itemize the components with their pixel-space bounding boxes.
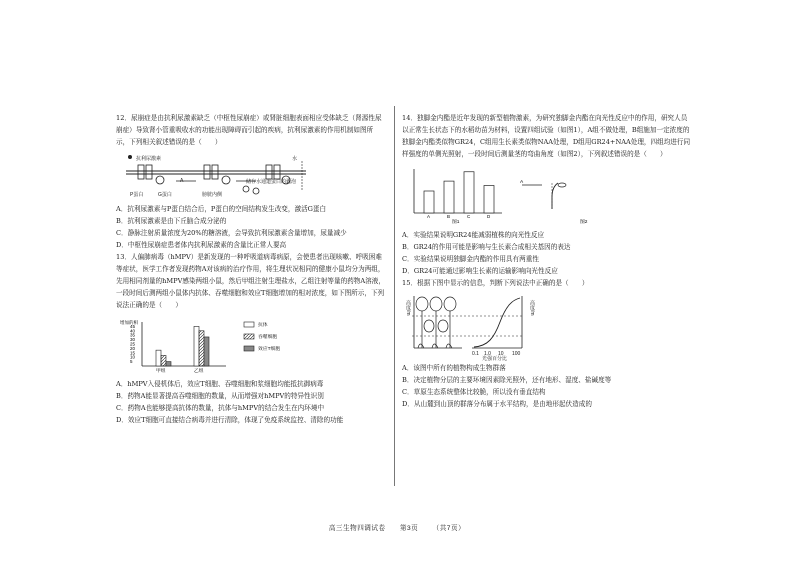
q13-bar <box>161 355 166 366</box>
q13-legend-label: 效应T细胞 <box>258 347 281 352</box>
q15-option-b: B．决定植物分层的主要环境因素除光照外，还有地形、湿度、盐碱度等 <box>402 376 612 384</box>
footer-total: （共7页） <box>432 525 466 532</box>
column-divider <box>394 106 395 486</box>
q14-angle-label: A <box>520 180 524 185</box>
q15-y-left-label: 高度/m <box>405 300 411 316</box>
q13-legend-swatch <box>244 346 254 351</box>
q13-y-tick: 45 <box>130 323 136 329</box>
q14-option-d: D．GR24可能通过影响生长素的运输影响向光性反应 <box>402 267 558 275</box>
q14-fig1-caption: 图1 <box>452 220 460 225</box>
q14-option-a: A．实验结果说明GR24能减弱植株的向光性反应 <box>402 231 545 239</box>
q13-category-label: 甲组 <box>156 369 166 374</box>
g-protein-label: G蛋白 <box>158 192 172 198</box>
q12-mechanism-figure <box>116 151 386 199</box>
q13-y-label: 增加的相 <box>120 320 138 325</box>
q13-bar <box>156 350 161 366</box>
q14-plant-leaf <box>558 183 566 187</box>
q13-option-b: B．药物A能显著提高吞噬细胞的数量，从而增强对hMPV的特异性识别 <box>116 392 324 400</box>
q14-chart-svg <box>402 163 692 225</box>
left-column <box>116 112 386 426</box>
q14-stem: 14．独脚金内酯是近年发现的新型植物激素，为研究独脚金内酯在向光性反应中的作用，研究人员以正常生长状态下的水稻幼苗为材料，设置四组试验（如图1），A组不做处理，B组施加一定浓度的独脚金内酯类似物GR24，C组用生长素类似物NAA处理，D组用GR24+NAA处理，四组均进行同样强度的单侧光照射，一段时间后测量茎的弯曲角度（如图2），下列叙述错误的是（ ） <box>402 114 691 158</box>
q15-option-a: A．该图中所有的植物构成生物群落 <box>402 364 506 372</box>
q13-bar <box>204 337 209 366</box>
q13-y-tick: 30 <box>130 337 136 343</box>
q12-stem: 12．尿崩症是由抗利尿激素缺乏（中枢性尿崩症）或肾脏细胞表面相应受体缺乏（肾源性尿崩症）导致肾小管重吸收水的功能出现障碍而引起的疾病，抗利尿激素的作用机制如图所示，下列相关叙述错误的是（ ） <box>116 114 382 146</box>
q12-option-b: B．抗利尿激素是由下丘脑合成分泌的 <box>116 217 227 225</box>
adh-label: 抗利尿激素 <box>136 156 162 162</box>
q14-category-label: A <box>427 214 431 219</box>
q14-category-label: B <box>447 214 451 219</box>
q13-y-tick: 35 <box>130 332 136 338</box>
page-footer <box>0 522 794 532</box>
q15-tick-3: 100 <box>512 351 521 357</box>
q13-option-a: A．hMPV入侵机体后，效应T细胞、吞噬细胞和浆细胞均能抵抗御病毒 <box>116 380 324 388</box>
q15-x-label: 光强百分比 <box>482 356 508 362</box>
q13-legend-label: 吞噬细胞 <box>258 335 278 340</box>
q13-legend-swatch <box>244 322 254 327</box>
q13-y-tick: 15 <box>130 350 136 356</box>
q15-tick-2: 10 <box>498 351 504 357</box>
q14-bar <box>464 172 474 213</box>
q13-option-d: D．效应T细胞可直接结合病毒并进行清除，体现了免疫系统监控、清除的功能 <box>116 416 344 424</box>
q15-y-right-label: 高度/m <box>529 300 535 316</box>
q14-figures <box>402 163 692 225</box>
q13-y-tick: 10 <box>130 354 136 360</box>
q15-tick-0: 0.1 <box>472 351 479 357</box>
vesicle-label: 储存水通道蛋白的囊泡 <box>246 179 297 185</box>
q14-category-label: D <box>487 214 491 219</box>
q14-plant-stem <box>552 183 558 209</box>
q14-option-b: B．GR24的作用可能是影响与生长素合成相关基因的表达 <box>402 243 571 251</box>
q13-legend-swatch <box>244 334 254 339</box>
q12-option-c: C．静脉注射质量浓度为20%的糖溶液，会导致抗利尿激素含量增加，尿量减少 <box>116 229 347 237</box>
q14-bar <box>444 181 454 213</box>
q13-y-tick: 5 <box>130 359 133 365</box>
q14-fig2-caption: 图2 <box>580 220 588 225</box>
p-protein-label: P蛋白 <box>130 192 144 198</box>
q15-figure <box>402 292 692 362</box>
q14-category-label: C <box>467 214 471 219</box>
q13-bar <box>199 331 204 366</box>
q15-stem: 15．根据下图中显示的信息，判断下列说法中正确的是（ ） <box>402 279 589 287</box>
q14-option-c: C．实验结果说明独脚金内酯的作用具有两重性 <box>402 255 539 263</box>
q15-option-d: D．从山麓到山顶的群落分布属于水平结构，是由地形起伏造成的 <box>402 400 592 408</box>
cell-side-label: 膀胱内侧 <box>202 192 223 198</box>
q13-category-label: 乙组 <box>194 369 204 374</box>
q13-y-tick: 25 <box>130 341 136 347</box>
q13-bar <box>194 326 199 366</box>
q13-bar <box>166 362 171 366</box>
q15-tick-1: 1.0 <box>484 351 491 357</box>
right-column <box>402 112 692 410</box>
q12-option-d: D．中枢性尿崩症患者体内抗利尿激素的含量比正常人要高 <box>116 241 287 249</box>
q13-stem: 13．人偏肺病毒（hMPV）是新发现的一种呼吸道病毒病原，会使患者出现咳嗽、呼吸困难等症状，医学工作者发现药物A对该病的治疗作用，将生理状况相同的健康小鼠均分为两组，先用相同剂量的hMPV感染两组小鼠，然后甲组注射生理盐水，乙组注射等量的药物A溶液，一段时间后测两组小鼠体内抗体、吞噬细胞和效应T细胞增加的相对浓度，如下图所示，下列说法正确的是（ ） <box>116 253 385 309</box>
forest-layer-diagram <box>402 292 692 358</box>
q13-bar-chart <box>116 314 386 374</box>
footer-page: 第3页 <box>399 525 419 532</box>
q13-chart-svg <box>116 314 386 374</box>
q13-option-c: C．药物A也能够提高抗体的数量，抗体与hMPV的结合发生在内环境中 <box>116 404 325 412</box>
q15-option-c: C．草原生态系统整体比较脆，所以没有垂直结构 <box>402 388 546 396</box>
q13-y-tick: 20 <box>130 345 136 351</box>
footer-title: 高三生物四调试卷 <box>328 525 386 532</box>
q13-y-tick: 40 <box>130 328 136 334</box>
q14-bar <box>484 186 494 214</box>
a-label: A <box>180 178 184 184</box>
q14-bar <box>424 191 434 213</box>
q13-legend-label: 抗体 <box>258 323 268 328</box>
q12-option-a: A．抗利尿激素与P蛋白结合后，P蛋白的空间结构发生改变，激活G蛋白 <box>116 205 327 213</box>
water-label: 水 <box>292 156 298 162</box>
